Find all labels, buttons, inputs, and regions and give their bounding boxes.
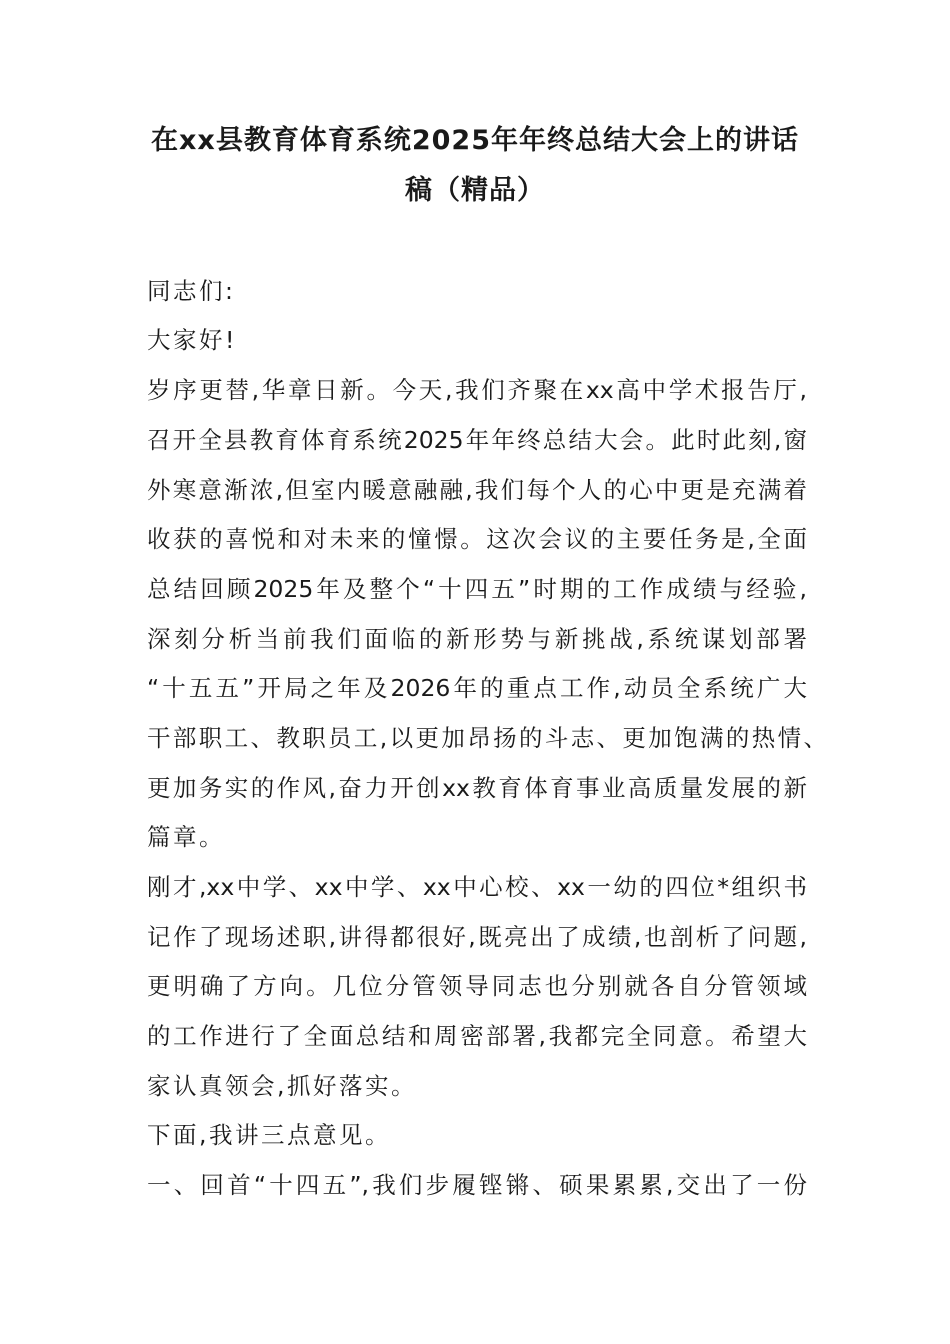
- body-line: 深刻分析当前我们面临的新形势与新挑战,系统谋划部署: [147, 625, 807, 653]
- body-line: 外寒意渐浓,但室内暖意融融,我们每个人的心中更是充满着: [147, 476, 807, 504]
- body-line: 更加务实的作风,奋力开创xx教育体育事业高质量发展的新: [147, 774, 807, 802]
- body-line: 干部职工、教职员工,以更加昂扬的斗志、更加饱满的热情、: [147, 724, 827, 752]
- document-title-line-1: 在xx县教育体育系统2025年年终总结大会上的讲话: [151, 125, 799, 156]
- section-heading: 一、回首“十四五”,我们步履铿锵、硕果累累,交出了一份: [147, 1171, 807, 1199]
- document-title-line-2: 稿（精品）: [405, 175, 545, 206]
- body-line: 的工作进行了全面总结和周密部署,我都完全同意。希望大: [147, 1022, 807, 1050]
- body-line: 刚才,xx中学、xx中学、xx中心校、xx一幼的四位*组织书: [147, 873, 807, 901]
- body-line: 更明确了方向。几位分管领导同志也分别就各自分管领域: [147, 972, 807, 1000]
- body-line: 总结回顾2025年及整个“十四五”时期的工作成绩与经验,: [147, 575, 807, 603]
- body-line: 收获的喜悦和对未来的憧憬。这次会议的主要任务是,全面: [147, 525, 807, 553]
- body-line: 岁序更替,华章日新。今天,我们齐聚在xx高中学术报告厅,: [147, 376, 807, 404]
- body-line: 召开全县教育体育系统2025年年终总结大会。此时此刻,窗: [147, 426, 807, 454]
- greeting: 大家好!: [147, 326, 237, 354]
- body-line: 下面,我讲三点意见。: [147, 1121, 391, 1149]
- body-line: 篇章。: [147, 823, 225, 851]
- body-line: 家认真领会,抓好落实。: [147, 1072, 417, 1100]
- body-line: “十五五”开局之年及2026年的重点工作,动员全系统广大: [147, 674, 807, 702]
- body-line: 记作了现场述职,讲得都很好,既亮出了成绩,也剖析了问题,: [147, 923, 807, 951]
- salutation: 同志们:: [147, 277, 236, 305]
